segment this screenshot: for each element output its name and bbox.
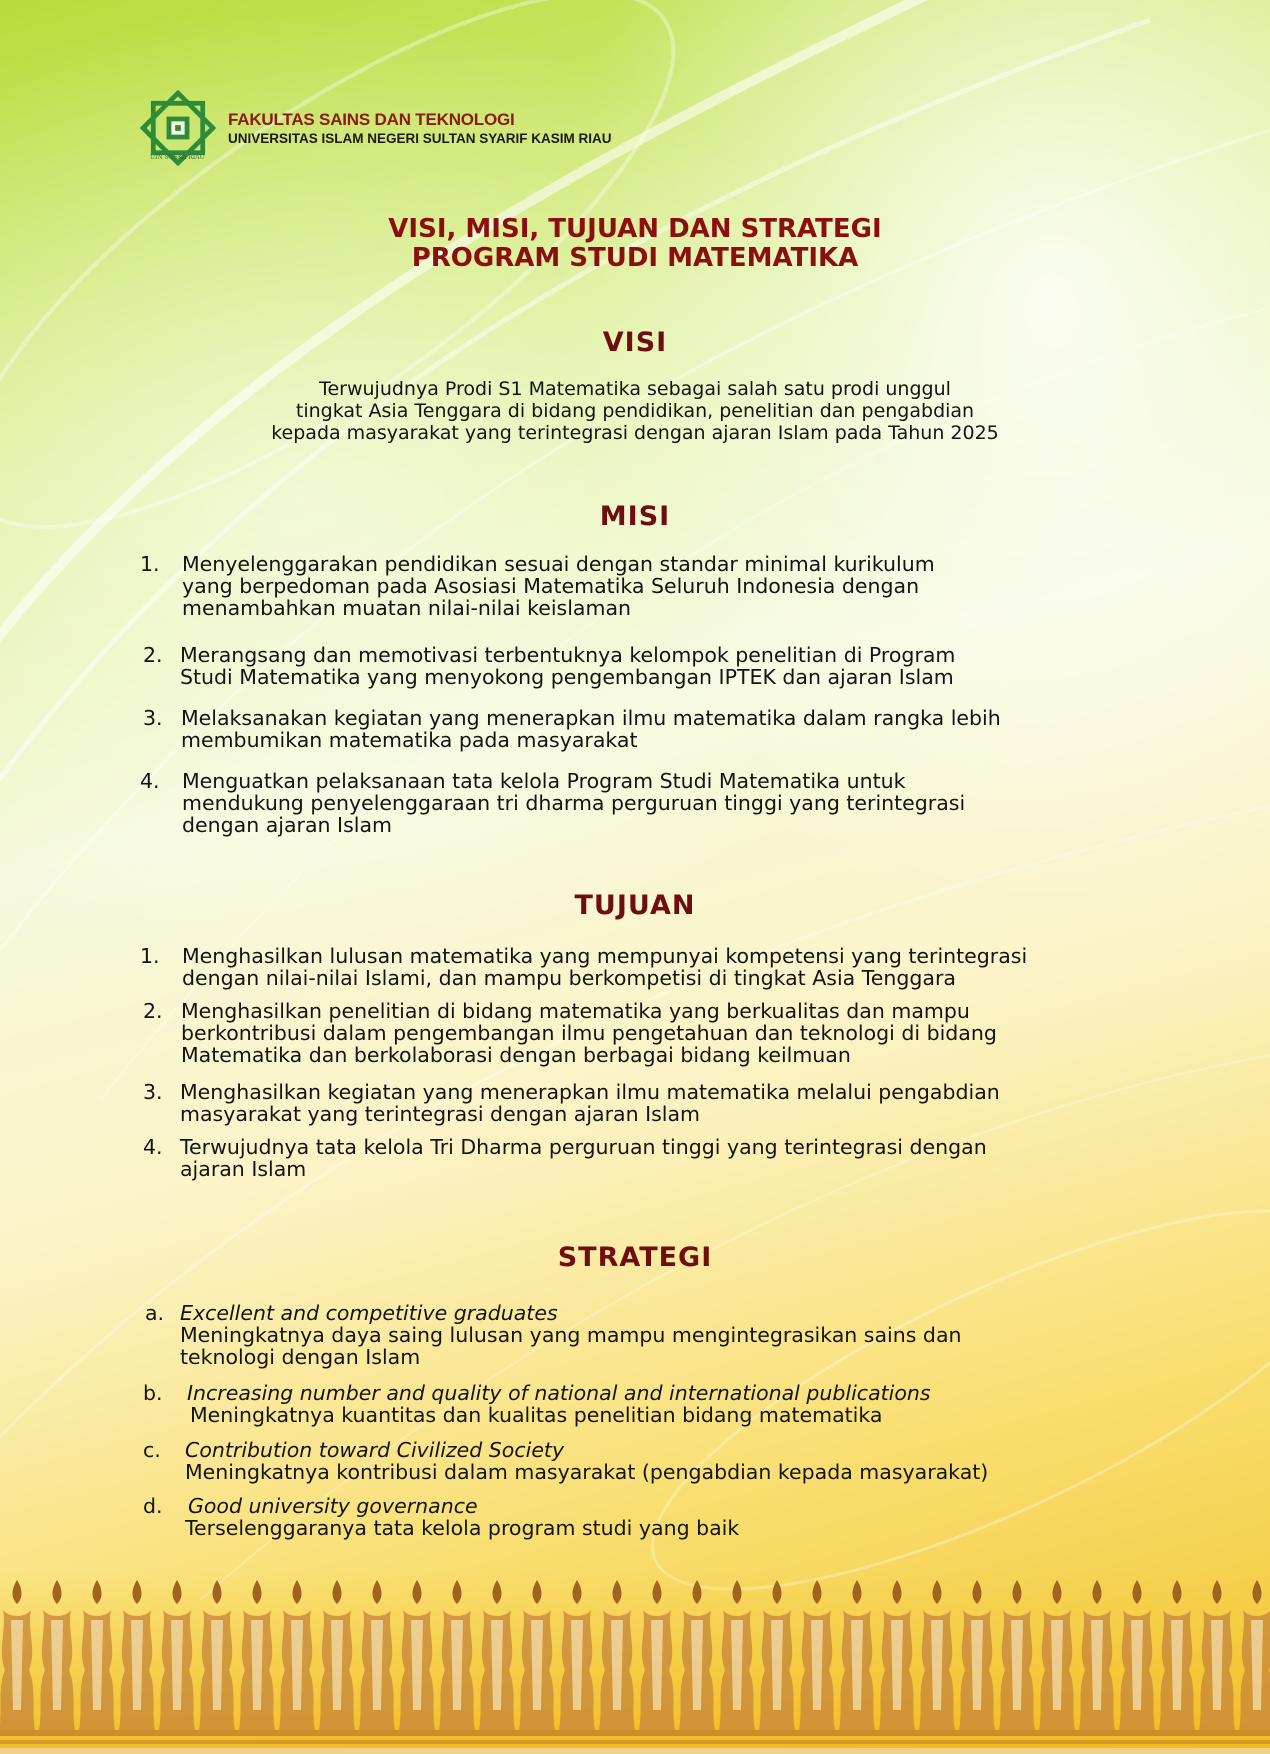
- strategi-heading: STRATEGI: [557, 1242, 713, 1273]
- misi-item-line: Menyelenggarakan pendidikan sesuai dengan standar minimal kurikulum: [182, 552, 935, 576]
- misi-item-line: Merangsang dan memotivasi terbentuknya kelompok penelitian di Program: [180, 643, 956, 667]
- university-name: UNIVERSITAS ISLAM NEGERI SULTAN SYARIF KASIM RIAU: [228, 131, 612, 146]
- misi-item-line: Menguatkan pelaksanaan tata kelola Program Studi Matematika untuk: [182, 769, 906, 793]
- list-marker: 1.: [140, 552, 160, 576]
- tujuan-item-line: dengan nilai-nilai Islami, dan mampu berkompetisi di tingkat Asia Tenggara: [182, 966, 956, 990]
- strategi-item-line: Meningkatnya kuantitas dan kualitas penelitian bidang matematika: [190, 1403, 883, 1427]
- visi-line: kepada masyarakat yang terintegrasi dengan ajaran Islam pada Tahun 2025: [271, 422, 999, 444]
- misi-item-line: mendukung penyelenggaraan tri dharma perguruan tinggi yang terintegrasi: [182, 791, 966, 815]
- strategi-item-line: teknologi dengan Islam: [180, 1345, 421, 1369]
- misi-item-line: Melaksanakan kegiatan yang menerapkan ilmu matematika dalam rangka lebih: [181, 706, 1001, 730]
- ornamental-border: [0, 1570, 1270, 1754]
- tujuan-item-line: Menghasilkan penelitian di bidang matematika yang berkualitas dan mampu: [181, 999, 970, 1023]
- visi-heading: VISI: [602, 327, 668, 358]
- strategi-item-title: Excellent and competitive graduates: [180, 1301, 558, 1325]
- page-title-line-2: PROGRAM STUDI MATEMATIKA: [411, 243, 859, 273]
- tujuan-heading: TUJUAN: [574, 890, 696, 921]
- misi-item-line: menambahkan muatan nilai-nilai keislaman: [182, 596, 631, 620]
- list-marker: 2.: [143, 643, 163, 667]
- strategi-item-line: Meningkatnya kontribusi dalam masyarakat (pengabdian kepada masyarakat): [185, 1460, 989, 1484]
- tujuan-item-line: ajaran Islam: [180, 1157, 307, 1181]
- faculty-name: FAKULTAS SAINS DAN TEKNOLOGI: [228, 110, 515, 129]
- misi-item-line: membumikan matematika pada masyarakat: [181, 728, 638, 752]
- logo-caption: UIN SUSKA RIAU: [150, 154, 205, 161]
- visi-line: tingkat Asia Tenggara di bidang pendidikan, penelitian dan pengabdian: [295, 400, 975, 422]
- tujuan-item-line: Menghasilkan lulusan matematika yang mempunyai kompetensi yang terintegrasi: [182, 944, 1028, 968]
- tujuan-item-line: Matematika dan berkolaborasi dengan berbagai bidang keilmuan: [181, 1043, 851, 1067]
- strategi-item-title: Good university governance: [188, 1494, 478, 1518]
- list-marker: 1.: [140, 944, 160, 968]
- visi-text: [235, 378, 1035, 444]
- header: [140, 90, 612, 166]
- page-title: [0, 215, 1270, 273]
- misi-item-line: yang berpedoman pada Asosiasi Matematika Seluruh Indonesia dengan: [182, 574, 920, 598]
- list-marker: d.: [143, 1494, 163, 1518]
- strategi-item-line: Meningkatnya daya saing lulusan yang mampu mengintegrasikan sains dan: [180, 1323, 962, 1347]
- misi-heading: MISI: [599, 501, 671, 532]
- strategi-item-line: Terselenggaranya tata kelola program studi yang baik: [185, 1516, 740, 1540]
- strategi-item-title: Increasing number and quality of national and international publications: [187, 1381, 931, 1405]
- tujuan-item-line: masyarakat yang terintegrasi dengan ajaran Islam: [180, 1102, 701, 1126]
- tujuan-item-line: berkontribusi dalam pengembangan ilmu pengetahuan dan teknologi di bidang: [181, 1021, 997, 1045]
- misi-item-line: dengan ajaran Islam: [182, 813, 392, 837]
- list-marker: 2.: [143, 999, 163, 1023]
- tujuan-item-line: Menghasilkan kegiatan yang menerapkan ilmu matematika melalui pengabdian: [180, 1080, 1000, 1104]
- list-marker: 3.: [143, 1080, 163, 1104]
- list-marker: a.: [145, 1301, 165, 1325]
- list-marker: 4.: [143, 1135, 163, 1159]
- strategi-item-title: Contribution toward Civilized Society: [185, 1438, 565, 1462]
- visi-line: Terwujudnya Prodi S1 Matematika sebagai salah satu prodi unggul: [319, 378, 951, 400]
- list-marker: 4.: [140, 769, 160, 793]
- list-marker: c.: [143, 1438, 161, 1462]
- page-title-line-1: VISI, MISI, TUJUAN DAN STRATEGI: [388, 214, 882, 244]
- misi-item-line: Studi Matematika yang menyokong pengembangan IPTEK dan ajaran Islam: [180, 665, 954, 689]
- list-marker: 3.: [143, 706, 163, 730]
- tujuan-item-line: Terwujudnya tata kelola Tri Dharma perguruan tinggi yang terintegrasi dengan: [180, 1135, 987, 1159]
- list-marker: b.: [143, 1381, 163, 1405]
